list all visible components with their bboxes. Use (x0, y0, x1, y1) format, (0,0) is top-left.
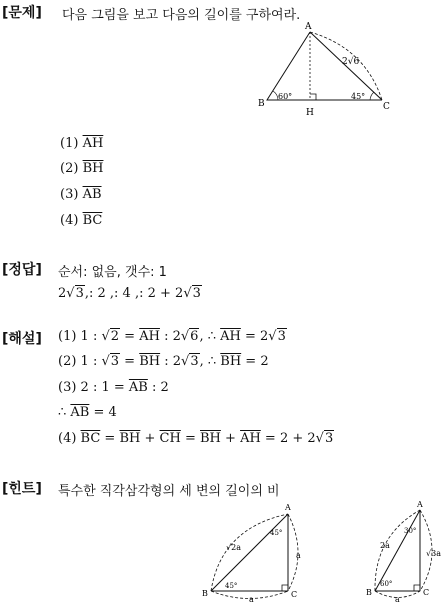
question-1: (1) $\overline{AH}$ (60, 136, 104, 151)
label-a: A (305, 22, 312, 32)
question-2: (2) $\overline{BH}$ (60, 161, 104, 176)
problem-tag: [문제] (2, 5, 42, 21)
question-4: (4) $\overline{BC}$ (60, 213, 103, 228)
fig2-hyp-label: 2a (380, 541, 390, 550)
fig1-label-a: A (285, 503, 291, 512)
fig1-side-ab (211, 514, 288, 591)
fig2-label-c: C (423, 588, 430, 597)
fig1-hyp-label: √2a (226, 543, 241, 552)
triangle-figure (250, 18, 400, 122)
answer-line2: 2√3,: 2 ,: 4 ,: 2 + 2√3 (58, 286, 201, 301)
segment-bh: $\overline{BH}$ (82, 161, 104, 176)
fig1-label-b: B (202, 589, 208, 598)
fig2-right-angle (414, 585, 420, 591)
solution-tag: [해설] (2, 331, 42, 347)
solution-line-2: (2) 1 : $√3 = \overline{BH}$ : 2√3, ∴ $\overline{BH} = 2$ (58, 354, 269, 369)
segment-ah: $\overline{AH}$ (82, 136, 104, 151)
fig1-label-c: C (291, 590, 298, 599)
solution-line-3: (3) 2 : $1 = \overline{AB}$ : 2 (58, 380, 169, 395)
fig1-right-angle (282, 585, 288, 591)
answer-line1: 순서: 없음, 갯수: 1 (58, 265, 167, 280)
segment-bc: $\overline{BC}$ (82, 213, 103, 228)
right-angle-mark (310, 94, 316, 100)
solution-line-1: (1) 1 : $√2 = \overline{AH}$ : 2√6, ∴ $\overline{AH} = 2√3$ (58, 329, 286, 344)
solution-line-5: (4) $\overline{BC} = \overline{BH} + \overline{CH} = \overline{BH} + \overline{AH} = 2 + 2√3$ (58, 431, 334, 446)
label-b: B (258, 99, 265, 109)
fig2-base-label: a (395, 595, 400, 604)
triangle-outline (267, 32, 382, 100)
side-ac-label: 2√6 (342, 57, 360, 67)
label-h: H (306, 108, 314, 118)
fig1-side-label: a (296, 551, 301, 560)
fig2-angle-a: 30° (404, 527, 417, 535)
hint-figure-45 (196, 498, 306, 603)
fig1-angle-a: 45° (270, 529, 283, 537)
solution-line-4: ∴ $\overline{AB} = 4$ (58, 405, 117, 420)
hint-tag: [힌트] (2, 481, 42, 497)
angle-c-label: 45° (351, 92, 366, 101)
hint-text: 특수한 직각삼각형의 세 변의 길이의 비 (58, 484, 280, 499)
fig2-side-label: √3a (426, 549, 441, 558)
angle-c-arc (370, 92, 374, 100)
fig2-label-b: B (366, 588, 372, 597)
question-3: (3) $\overline{AB}$ (60, 187, 102, 202)
fig1-angle-b: 45° (225, 582, 238, 590)
problem-text: 다음 그림을 보고 다음의 길이를 구하여라. (62, 8, 301, 23)
segment-ab: $\overline{AB}$ (82, 187, 102, 202)
fig2-angle-b: 60° (380, 580, 393, 588)
angle-b-label: 60° (278, 92, 293, 101)
fig2-side-ab (375, 510, 420, 591)
label-c: C (383, 102, 390, 112)
hint-figure-30-60 (358, 496, 446, 604)
answer-tag: [정답] (2, 262, 42, 278)
fig2-label-a: A (417, 500, 423, 509)
fig1-base-label: a (249, 595, 254, 603)
